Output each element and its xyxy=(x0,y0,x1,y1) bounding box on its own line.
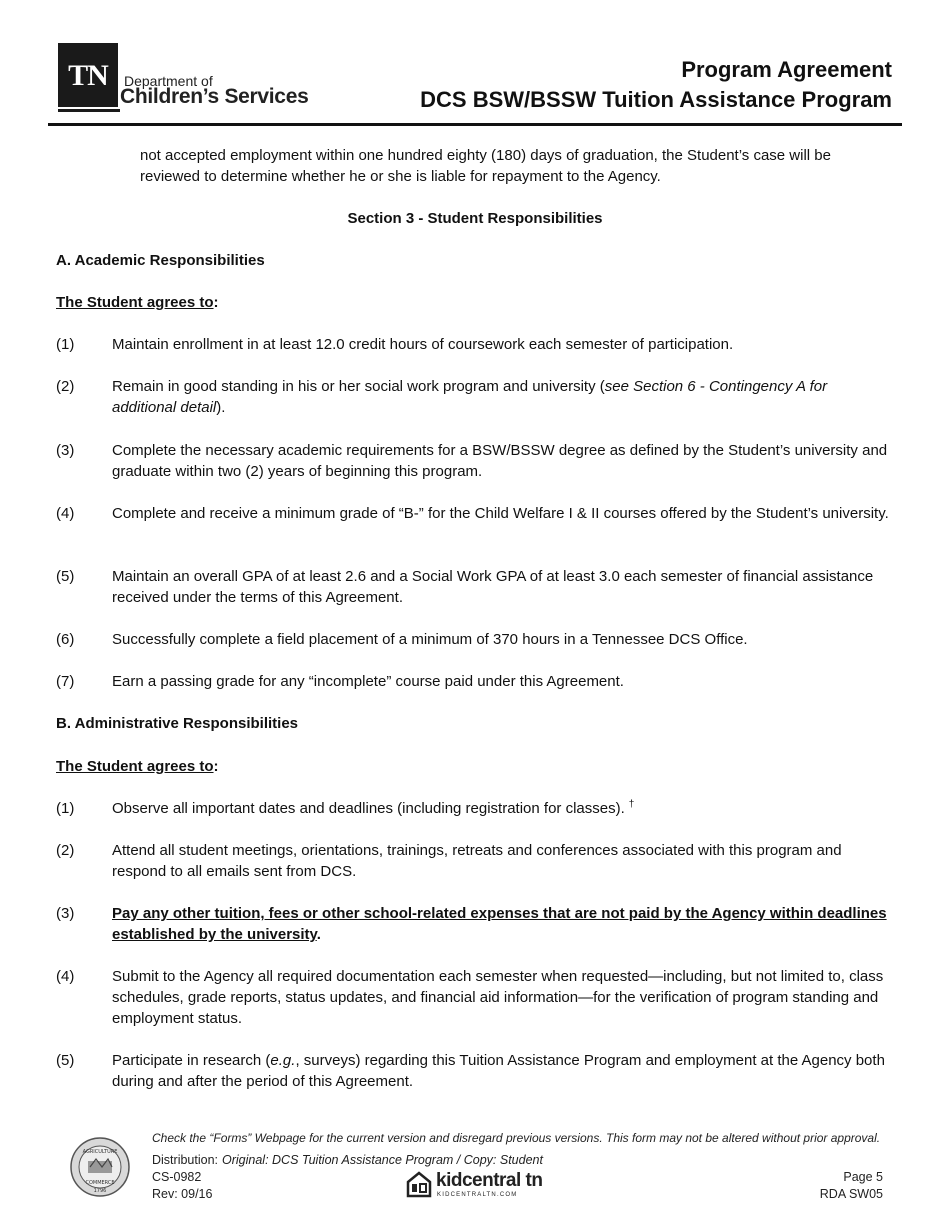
revision-date: Rev: 09/16 xyxy=(152,1187,213,1201)
item-number: (3) xyxy=(56,442,75,459)
item-text-emphasis: Pay any other tuition, fees or other school-related expenses that are not paid by the Agency within deadlines established by the university xyxy=(112,905,887,943)
item-text: Successfully complete a field placement of a minimum of 370 hours in a Tennessee DCS Office. xyxy=(112,631,748,648)
agrees-colon: : xyxy=(213,294,219,311)
item-text: Maintain an overall GPA of at least 2.6 and a Social Work GPA of at least 3.0 each semester of financial assistance received under the terms of this Agreement. xyxy=(112,568,874,606)
item-text-part: Observe all important dates and deadlines (including registration for classes). xyxy=(112,800,625,817)
academic-agrees-label xyxy=(56,292,892,313)
rda-code: RDA SW05 xyxy=(819,1187,883,1201)
agrees-text: The Student agrees to xyxy=(56,294,214,311)
item-text-part: ). xyxy=(216,399,226,416)
item-text: Earn a passing grade for any “incomplete” course paid under this Agreement. xyxy=(112,673,624,690)
item-text: Maintain enrollment in at least 12.0 credit hours of coursework each semester of participation. xyxy=(112,336,734,353)
item-number: (2) xyxy=(56,378,75,395)
item-number: (7) xyxy=(56,673,75,690)
title-line-1: Program Agreement xyxy=(681,57,892,82)
logo-underline xyxy=(58,109,120,112)
distribution-label: Distribution: xyxy=(152,1153,218,1167)
item-text xyxy=(112,903,892,945)
logo-department-text: Department of xyxy=(124,73,213,89)
kidcentral-logo xyxy=(406,1170,546,1200)
form-code: CS-0982 xyxy=(152,1170,202,1184)
item-number: (5) xyxy=(56,1052,75,1069)
item-number: (4) xyxy=(56,968,75,985)
distribution-value: Original: DCS Tuition Assistance Program / Copy: Student xyxy=(222,1153,543,1167)
kidcentral-url: KIDCENTRALTN.COM xyxy=(437,1192,518,1198)
header-divider xyxy=(48,123,902,126)
seal-top-text: AGRICULTURE xyxy=(82,1149,118,1155)
page-number: Page 5 xyxy=(843,1170,883,1184)
kidcentral-house-icon xyxy=(406,1170,432,1198)
item-text: Attend all student meetings, orientations, trainings, retreats and conferences associated with this program and respond to all emails sent from DCS. xyxy=(112,842,842,880)
item-text-part: Participate in research ( xyxy=(112,1052,271,1069)
dagger-footnote-mark: † xyxy=(628,799,635,810)
section-title: Section 3 - Student Responsibilities xyxy=(347,210,603,227)
agrees-text: The Student agrees to xyxy=(56,758,214,775)
item-text: Complete the necessary academic requirements for a BSW/BSSW degree as defined by the Student’s university and graduate within two (2) years of beginning this program. xyxy=(112,442,888,480)
item-number: (3) xyxy=(56,905,75,922)
item-text-period: . xyxy=(316,926,321,943)
dcs-logo xyxy=(58,43,328,111)
item-number: (4) xyxy=(56,505,75,522)
item-text-italic: see Section 6 - Contingency A for additional detail xyxy=(112,378,828,416)
agrees-colon: : xyxy=(213,758,219,775)
footer-distribution xyxy=(152,1150,543,1171)
item-number: (1) xyxy=(56,800,75,817)
administrative-heading: B. Administrative Responsibilities xyxy=(56,715,298,732)
item-number: (1) xyxy=(56,336,75,353)
item-text-part: Remain in good standing in his or her social work program and university ( xyxy=(112,378,605,395)
administrative-agrees-label xyxy=(56,756,892,777)
item-number: (6) xyxy=(56,631,75,648)
logo-org-text: Children’s Services xyxy=(120,85,309,108)
kidcentral-name: kidcentral tn xyxy=(436,1170,543,1191)
item-text xyxy=(112,798,892,819)
item-text: Submit to the Agency all required documentation each semester when requested—including, but not limited to, class schedules, grade reports, status updates, and financial aid information—for the verification of program standing and employment status. xyxy=(112,968,884,1027)
item-text-part: , surveys) regarding this Tuition Assistance Program and employment at the Agency both during and after the period of this Agreement. xyxy=(112,1052,885,1090)
item-number: (5) xyxy=(56,568,75,585)
academic-heading: A. Academic Responsibilities xyxy=(56,252,265,269)
document-title xyxy=(420,55,892,115)
tn-logo-mark: TN xyxy=(58,43,118,107)
item-text xyxy=(112,1050,892,1092)
footer-notice: Check the “Forms” Webpage for the current version and disregard previous versions. This form may not be altered without prior approval. xyxy=(152,1131,881,1145)
title-line-2: DCS BSW/BSSW Tuition Assistance Program xyxy=(420,87,892,112)
item-number: (2) xyxy=(56,842,75,859)
seal-bottom-text: COMMERCE xyxy=(85,1180,115,1186)
item-text-italic: e.g. xyxy=(270,1052,296,1069)
item-text xyxy=(112,376,892,418)
item-text: Complete and receive a minimum grade of “B-” for the Child Welfare I & II courses offered by the Student’s university. xyxy=(112,505,889,522)
continuation-paragraph: not accepted employment within one hundred eighty (180) days of graduation, the Student’s case will be reviewed to determine whether he or she is liable for repayment to the Agency. xyxy=(140,147,831,185)
tennessee-state-seal-icon xyxy=(70,1137,130,1197)
seal-year-text: 1796 xyxy=(93,1188,107,1194)
